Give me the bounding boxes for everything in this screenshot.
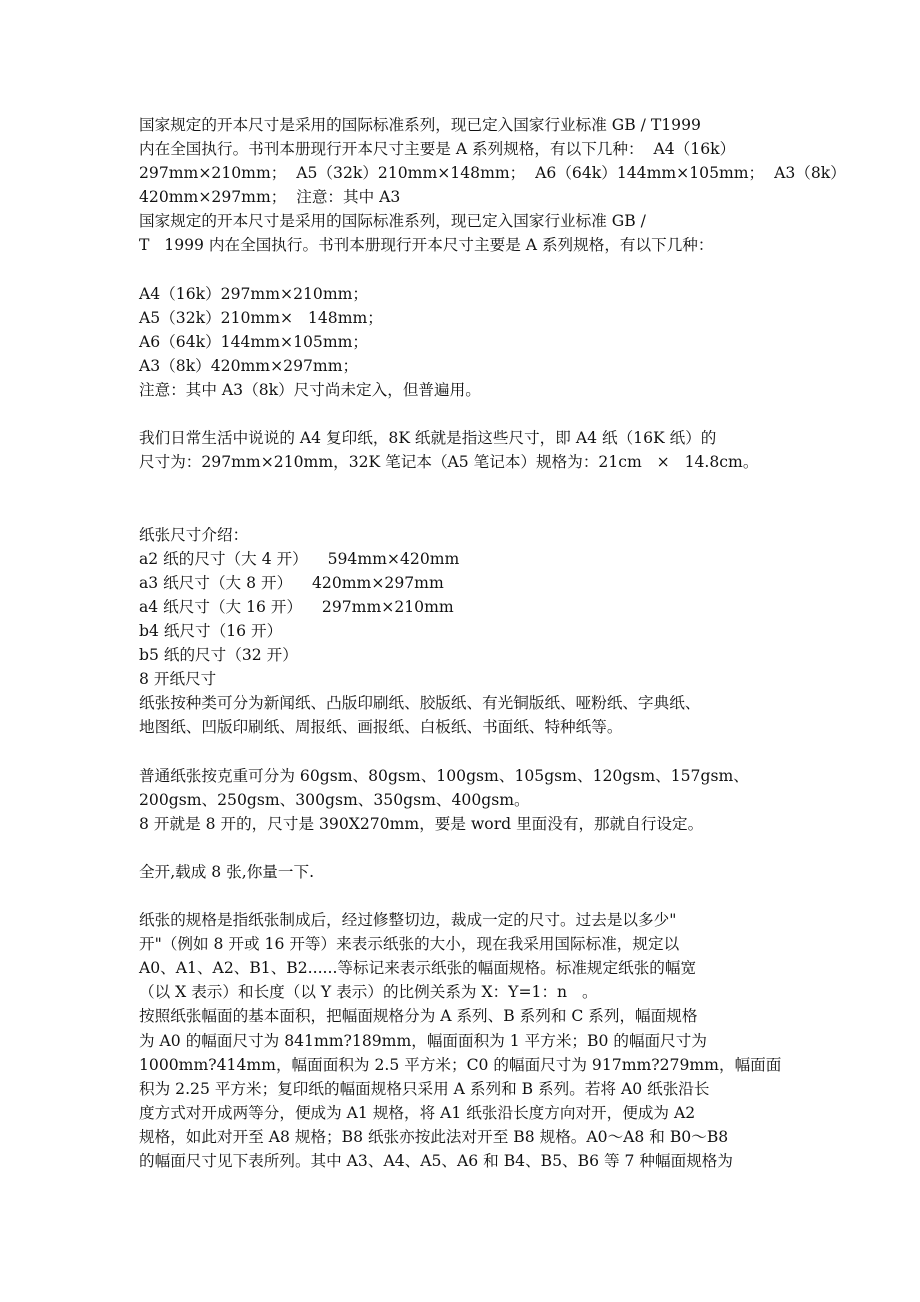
- text-line: 8 开就是 8 开的，尺寸是 390X270mm，要是 word 里面没有，那就自行设定。: [139, 814, 704, 833]
- text-line: 420mm×297mm； 注意：其中 A3: [139, 188, 401, 207]
- text-line: 度方式对开成两等分，便成为 A1 规格，将 A1 纸张沿长度方向对开，便成为 A2: [139, 1103, 696, 1122]
- text-line: 297mm×210mm； A5（32k）210mm×148mm； A6（64k）144mm×105mm； A3（8k）: [139, 164, 846, 183]
- text-line: 8 开纸尺寸: [139, 670, 217, 689]
- text-line: b4 纸尺寸（16 开）: [139, 621, 283, 640]
- text-line: A0、A1、A2、B1、B2......等标记来表示纸张的幅面规格。标准规定纸张的幅宽: [139, 959, 697, 978]
- text-line: 的幅面尺寸见下表所列。其中 A3、A4、A5、A6 和 B4、B5、B6 等 7 种幅面规格为: [139, 1152, 733, 1171]
- text-line: 我们日常生活中说说的 A4 复印纸，8K 纸就是指这些尺寸，即 A4 纸（16K 纸）的: [139, 429, 717, 448]
- text-line: T 1999 内在全国执行。书刊本册现行开本尺寸主要是 A 系列规格，有以下几种：: [139, 236, 714, 255]
- text-line: （以 X 表示）和长度（以 Y 表示）的比例关系为 X：Y=1：n 。: [139, 983, 598, 1002]
- text-line: A6（64k）144mm×105mm；: [139, 332, 368, 351]
- text-line: 内在全国执行。书刊本册现行开本尺寸主要是 A 系列规格，有以下几种： A4（16k）: [139, 140, 736, 159]
- blank-line: [139, 474, 799, 498]
- text-line: 积为 2.25 平方米；复印纸的幅面规格只采用 A 系列和 B 系列。若将 A0 纸张沿长: [139, 1079, 710, 1098]
- text-line: 纸张按种类可分为新闻纸、凸版印刷纸、胶版纸、有光铜版纸、哑粉纸、字典纸、: [139, 694, 701, 713]
- text-line: b5 纸的尺寸（32 开）: [139, 646, 298, 665]
- text-line: 200gsm、250gsm、300gsm、350gsm、400gsm。: [139, 790, 530, 809]
- blank-line: [139, 836, 799, 860]
- text-line: A5（32k）210mm× 148mm；: [139, 308, 383, 327]
- text-line: 地图纸、凹版印刷纸、周报纸、画报纸、白板纸、书面纸、特种纸等。: [139, 718, 623, 737]
- blank-line: [139, 739, 799, 763]
- text-line: 按照纸张幅面的基本面积，把幅面规格分为 A 系列、B 系列和 C 系列，幅面规格: [139, 1007, 698, 1026]
- text-line: 规格，如此对开至 A8 规格；B8 纸张亦按此法对开至 B8 规格。A0～A8 和 B0～B8: [139, 1127, 729, 1146]
- text-line: A4（16k）297mm×210mm；: [139, 284, 368, 303]
- blank-line: [139, 499, 799, 523]
- text-line: a2 纸的尺寸（大 4 开） 594mm×420mm: [139, 549, 460, 568]
- text-line: 纸张的规格是指纸张制成后，经过修整切边，裁成一定的尺寸。过去是以多少": [139, 911, 677, 930]
- document-body: [139, 113, 846, 1173]
- text-line: 1000mm?414mm，幅面面积为 2.5 平方米；C0 的幅面尺寸为 917mm?279mm，幅面面: [139, 1055, 782, 1074]
- text-line: 纸张尺寸介绍：: [139, 525, 249, 544]
- blank-line: [139, 258, 799, 282]
- blank-line: [139, 402, 799, 426]
- blank-line: [139, 884, 799, 908]
- text-line: A3（8k）420mm×297mm；: [139, 356, 359, 375]
- text-line: 国家规定的开本尺寸是采用的国际标准系列，现已定入国家行业标准 GB / T1999: [139, 116, 701, 134]
- text-line: 开"（例如 8 开或 16 开等）来表示纸张的大小，现在我采用国际标准，规定以: [139, 935, 680, 954]
- text-line: a4 纸尺寸（大 16 开） 297mm×210mm: [139, 597, 454, 616]
- text-line: a3 纸尺寸（大 8 开） 420mm×297mm: [139, 573, 444, 592]
- text-line: 注意：其中 A3（8k）尺寸尚未定入，但普遍用。: [139, 381, 481, 400]
- text-line: 尺寸为：297mm×210mm，32K 笔记本（A5 笔记本）规格为：21cm × 14.8cm。: [139, 453, 759, 472]
- text-line: 国家规定的开本尺寸是采用的国际标准系列，现已定入国家行业标准 GB /: [139, 212, 646, 231]
- text-line: 全开,载成 8 张,你量一下.: [139, 862, 315, 881]
- text-line: 为 A0 的幅面尺寸为 841mm?189mm，幅面面积为 1 平方米；B0 的幅面尺寸为: [139, 1031, 707, 1050]
- text-line: 普通纸张按克重可分为 60gsm、80gsm、100gsm、105gsm、120gsm、157gsm、: [139, 766, 749, 785]
